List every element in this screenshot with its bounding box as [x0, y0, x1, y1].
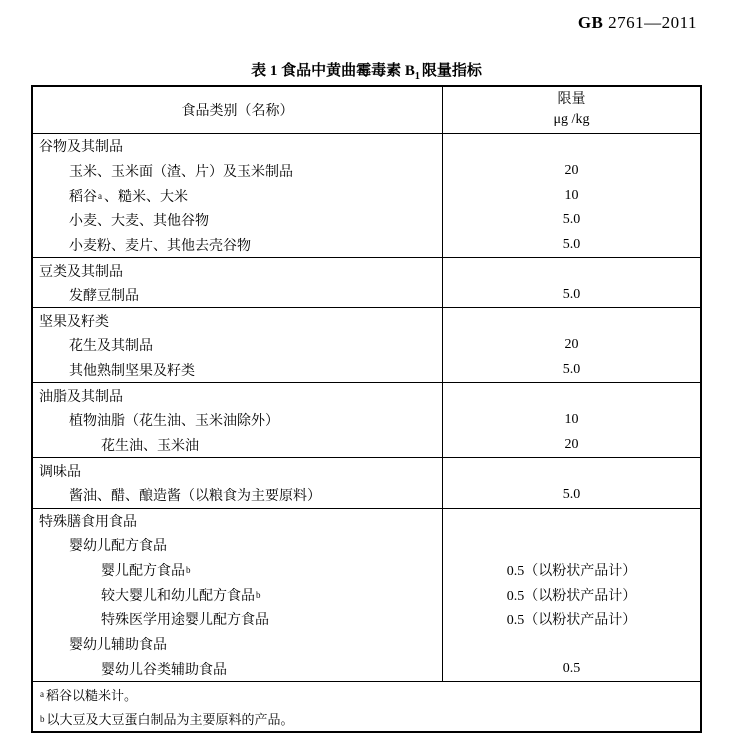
- table-section: [33, 508, 700, 681]
- limit-value-cell: [443, 358, 700, 383]
- table-footnotes: [33, 681, 700, 731]
- food-category-label: 油脂及其制品: [39, 389, 123, 405]
- food-category-cell: [33, 333, 443, 358]
- food-category-label: 婴幼儿谷类辅助食品: [101, 662, 227, 678]
- limit-value: 0.5（以粉状产品计）: [506, 564, 637, 580]
- table-title: [31, 59, 702, 82]
- food-category-label: 发酵豆制品: [69, 289, 139, 305]
- standard-number: [578, 13, 697, 33]
- food-category-label: 特殊膳食用食品: [39, 514, 137, 530]
- limit-header-title: 限量: [557, 91, 586, 107]
- food-category-cell: 稻谷 a 、糙米、大米: [33, 183, 443, 208]
- food-category-cell: [33, 408, 443, 433]
- table-body: [33, 133, 700, 681]
- food-category-label: 其他熟制坚果及籽类: [69, 364, 195, 380]
- food-category-cell: 婴儿配方食品 b: [33, 558, 443, 583]
- limit-value-cell: [443, 134, 700, 159]
- food-category-label: 坚果及籽类: [39, 314, 109, 330]
- limit-value: 5.0: [562, 236, 581, 252]
- food-category-label: 婴儿配方食品: [101, 564, 185, 580]
- food-category-cell: [33, 258, 443, 283]
- food-category-label: 特殊医学用途婴儿配方食品: [101, 613, 269, 629]
- food-category-label: 玉米、玉米面（渣、片）及玉米制品: [69, 164, 293, 180]
- footnote-text: 稻谷以糙米计。: [46, 687, 138, 703]
- table-row: [33, 582, 700, 607]
- table-row: [33, 656, 700, 681]
- food-category-cell: [33, 632, 443, 657]
- table-row: [33, 632, 700, 657]
- limit-value-cell: [443, 458, 700, 483]
- food-category-cell: [33, 134, 443, 159]
- table-section: [33, 257, 700, 307]
- table-title-suffix: 限量指标: [421, 63, 482, 79]
- food-category-label: 花生油、玉米油: [101, 438, 199, 454]
- column-header-limit: [443, 87, 700, 133]
- table-row: [33, 183, 700, 208]
- limit-value: 20: [564, 162, 579, 178]
- standard-year: 2761—2011: [603, 13, 697, 32]
- limit-value-cell: [443, 308, 700, 333]
- table-section: [33, 133, 700, 257]
- food-category-cell: [33, 483, 443, 508]
- limit-header-unit: μg /kg: [553, 111, 590, 127]
- column-header-category: 食品类别（名称）: [33, 87, 443, 133]
- food-category-label: 谷物及其制品: [39, 140, 123, 156]
- table-row: [33, 134, 700, 159]
- food-category-label: 较大婴儿和幼儿配方食品: [101, 588, 255, 604]
- food-category-cell: [33, 607, 443, 632]
- table-row: [33, 408, 700, 433]
- limit-value-cell: [443, 283, 700, 308]
- table-row: [33, 383, 700, 408]
- food-category-cell: [33, 283, 443, 308]
- food-category-label: 稻谷: [69, 189, 97, 205]
- limit-value: 20: [564, 436, 579, 452]
- food-category-label: 调味品: [39, 464, 81, 480]
- food-category-label: 豆类及其制品: [39, 264, 123, 280]
- food-category-cell: 较大婴儿和幼儿配方食品 b: [33, 582, 443, 607]
- table-row: [33, 233, 700, 258]
- limit-value: 20: [564, 337, 579, 353]
- limit-value-cell: [443, 582, 700, 607]
- limit-value: 10: [564, 412, 579, 428]
- limit-value-cell: [443, 433, 700, 458]
- food-category-cell: [33, 509, 443, 534]
- limit-value-cell: [443, 333, 700, 358]
- limit-value-cell: [443, 383, 700, 408]
- food-category-cell: [33, 208, 443, 233]
- food-category-label: 酱油、醋、酿造酱（以粮食为主要原料）: [69, 489, 321, 505]
- food-category-label: 花生及其制品: [69, 339, 153, 355]
- limit-value: 10: [564, 187, 579, 203]
- limit-value-cell: [443, 533, 700, 558]
- food-category-label: 婴幼儿配方食品: [69, 539, 167, 555]
- table-row: [33, 208, 700, 233]
- limit-value-cell: [443, 558, 700, 583]
- subscript-1: 1: [414, 71, 420, 82]
- limit-value-cell: [443, 159, 700, 184]
- limit-value: 5.0: [562, 212, 581, 228]
- food-category-cell: [33, 233, 443, 258]
- limit-value: 0.5（以粉状产品计）: [506, 613, 637, 629]
- footnote-row: b 以大豆及大豆蛋白制品为主要原料的产品。: [33, 707, 700, 732]
- food-category-cell: [33, 358, 443, 383]
- table-row: [33, 159, 700, 184]
- food-category-cell: [33, 159, 443, 184]
- limit-value-cell: [443, 258, 700, 283]
- limit-value: 0.5（以粉状产品计）: [506, 588, 637, 604]
- table-row: [33, 558, 700, 583]
- food-category-cell: [33, 433, 443, 458]
- limit-value: 0.5: [562, 660, 581, 676]
- food-category-cell: [33, 383, 443, 408]
- food-category-label: 植物油脂（花生油、玉米油除外）: [69, 414, 279, 430]
- limits-table: [31, 85, 702, 733]
- table-title-text: 表 1 食品中黄曲霉毒素 B: [251, 63, 415, 79]
- table-row: [33, 333, 700, 358]
- table-row: [33, 258, 700, 283]
- table-row: [33, 533, 700, 558]
- food-category-label: 小麦、大麦、其他谷物: [69, 214, 209, 230]
- limit-value-cell: [443, 509, 700, 534]
- limit-value: 5.0: [562, 287, 581, 303]
- limit-value-cell: [443, 208, 700, 233]
- food-category-label: 小麦粉、麦片、其他去壳谷物: [69, 238, 251, 254]
- limit-value-cell: [443, 656, 700, 681]
- table-row: [33, 458, 700, 483]
- table-row: [33, 509, 700, 534]
- food-category-label: 、糙米、大米: [104, 189, 188, 205]
- limit-value-cell: [443, 183, 700, 208]
- limit-value-cell: [443, 607, 700, 632]
- food-category-cell: [33, 656, 443, 681]
- footnote-row: a 稻谷以糙米计。: [33, 682, 700, 707]
- limit-value-cell: [443, 632, 700, 657]
- limit-value-cell: [443, 483, 700, 508]
- table-section: [33, 382, 700, 457]
- limit-value: 5.0: [562, 362, 581, 378]
- table-row: [33, 483, 700, 508]
- limit-value: 5.0: [562, 487, 581, 503]
- table-row: [33, 607, 700, 632]
- table-row: [33, 308, 700, 333]
- footnote-text: 以大豆及大豆蛋白制品为主要原料的产品。: [46, 712, 294, 728]
- table-row: [33, 283, 700, 308]
- limit-value-cell: [443, 408, 700, 433]
- table-row: [33, 433, 700, 458]
- food-category-cell: [33, 458, 443, 483]
- table-header-row: [33, 87, 700, 133]
- table-row: [33, 358, 700, 383]
- limit-value-cell: [443, 233, 700, 258]
- food-category-cell: [33, 533, 443, 558]
- table-section: [33, 307, 700, 382]
- standard-code: GB: [577, 13, 604, 32]
- food-category-cell: [33, 308, 443, 333]
- food-category-label: 婴幼儿辅助食品: [69, 638, 167, 654]
- table-section: [33, 457, 700, 507]
